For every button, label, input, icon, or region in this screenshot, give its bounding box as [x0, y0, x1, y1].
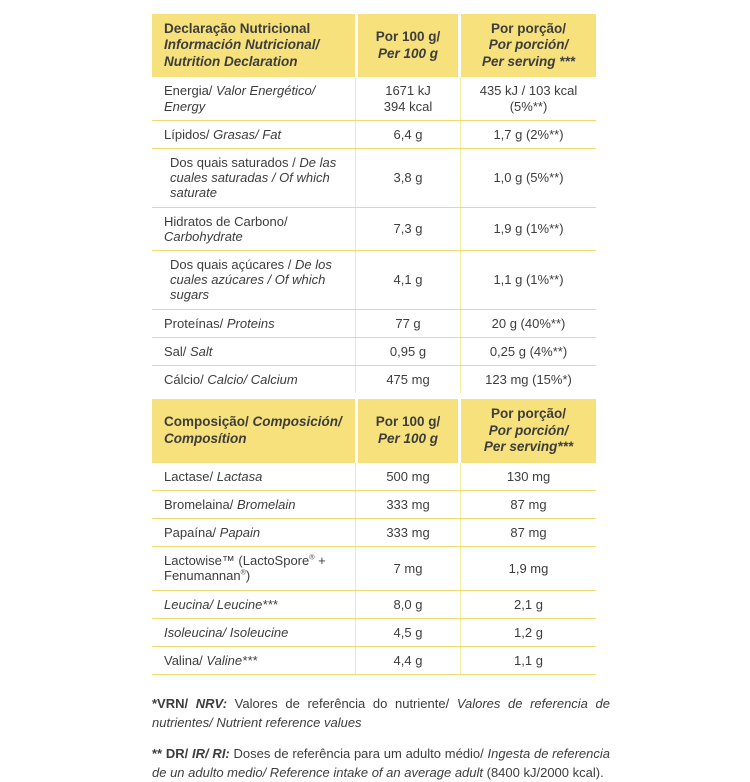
text-segment: Composición/ [252, 414, 342, 430]
value-per-serving [461, 310, 596, 337]
label-text [164, 127, 281, 142]
text-line [362, 29, 454, 45]
header-per-serving [461, 14, 596, 77]
value-per-serving [461, 591, 596, 618]
text-segment: Bromelaina/ [164, 496, 237, 512]
value-per-100g [355, 491, 461, 518]
text-line: 435 kJ / 103 kcal [479, 83, 578, 99]
row-label [152, 619, 355, 646]
text-segment: Papain [219, 525, 261, 541]
text-line [465, 439, 592, 455]
label-text [164, 653, 257, 668]
text-segment: Proteins [226, 315, 275, 331]
label-text [164, 553, 347, 583]
table-row [152, 518, 596, 546]
text-line: 0,95 g [389, 343, 427, 359]
text-segment: Salt [190, 343, 213, 359]
text-segment: Valores de referencia de nutrientes/ Nutrient reference values [152, 696, 610, 730]
text-line [465, 54, 592, 70]
value-per-100g [355, 251, 461, 309]
value-per-serving [461, 547, 596, 589]
text-line [362, 431, 454, 447]
text-line: 130 mg [506, 468, 551, 484]
text-line: 4,1 g [393, 272, 423, 288]
value-per-100g [355, 647, 461, 674]
text-line: (5%**) [509, 98, 548, 114]
text-segment: De los cuales azúcares / Of which sugars [170, 257, 332, 303]
row-label [152, 121, 355, 148]
text-line [362, 46, 454, 62]
row-label [152, 519, 355, 546]
text-line: 1671 kJ [385, 83, 431, 99]
text-segment: Por 100 g/ [375, 29, 441, 45]
table-row [152, 590, 596, 618]
nutrition-declaration-table [152, 14, 596, 393]
text-line: 77 g [395, 315, 421, 331]
label-text [164, 525, 260, 540]
table-row [152, 120, 596, 148]
value-per-serving [461, 121, 596, 148]
table-row [152, 77, 596, 119]
text-segment: Declaração Nutricional [164, 21, 311, 36]
label-text [164, 372, 298, 387]
text-segment: Valine*** [206, 653, 258, 669]
text-line: 475 mg [386, 372, 430, 388]
text-line: 123 mg (15%*) [485, 372, 572, 388]
text-segment: Por porción/ [488, 422, 569, 438]
text-segment: Lactasa [216, 468, 263, 484]
table-row [152, 337, 596, 365]
text-line: 2,1 g [514, 596, 543, 612]
label-text [164, 83, 347, 113]
row-label [152, 463, 355, 490]
table-row [152, 250, 596, 309]
text-segment: Energia/ [164, 83, 217, 99]
text-line: 1,0 g (5%**) [493, 170, 564, 186]
value-per-serving [461, 77, 596, 119]
text-segment: Per serving *** [481, 53, 576, 69]
text-segment: Composição/ [164, 414, 253, 430]
text-segment: Valor Energético/ Energy [164, 83, 316, 114]
text-segment: Por porção/ [490, 406, 566, 422]
text-segment: Leucina/ Leucine*** [164, 596, 278, 612]
text-segment: Ingesta de referencia de un adulto medio/ Reference intake of an average adult [152, 746, 610, 780]
text-segment: ® [240, 569, 246, 578]
text-segment: Lactase/ [164, 468, 217, 484]
text-segment: Lactowise™ (LactoSpore [164, 553, 310, 569]
text-segment: Grasas/ Fat [213, 126, 282, 142]
text-segment: Valores de referência do nutriente/ [227, 696, 457, 712]
value-per-100g [355, 463, 461, 490]
value-per-100g [355, 619, 461, 646]
value-per-serving [461, 208, 596, 250]
label-text [164, 316, 275, 331]
row-label [152, 591, 355, 618]
text-line: 333 mg [386, 496, 430, 512]
text-line [164, 54, 347, 70]
text-segment: ** DR/ [152, 746, 193, 762]
text-segment: Doses de referência para um adulto médio/ [229, 746, 488, 762]
text-segment: Proteínas/ [164, 315, 227, 331]
row-label [152, 77, 355, 119]
text-segment: Carbohydrate [164, 228, 243, 244]
row-label [152, 251, 355, 309]
text-segment: Por porción/ [488, 37, 569, 53]
row-label [152, 149, 355, 207]
header-per-serving [461, 399, 596, 462]
label-text [164, 469, 262, 484]
text-segment: Calcio/ Calcium [207, 372, 298, 388]
label-text [170, 257, 347, 303]
table-row [152, 309, 596, 337]
value-per-serving [461, 463, 596, 490]
text-segment: IR/ RI: [192, 746, 230, 762]
text-segment: Nutrition Declaration [164, 53, 298, 69]
text-line: 1,1 g (1%**) [493, 272, 564, 288]
text-line [465, 406, 592, 422]
row-label [152, 366, 355, 393]
text-line [465, 37, 592, 53]
text-line: 1,7 g (2%**) [493, 126, 564, 142]
text-line: 1,9 mg [508, 560, 549, 576]
row-label [152, 310, 355, 337]
text-line: 4,5 g [393, 624, 423, 640]
text-segment: Composítion [164, 430, 247, 446]
value-per-serving [461, 149, 596, 207]
text-segment: Por porção/ [490, 21, 566, 36]
value-per-serving [461, 491, 596, 518]
text-segment: Bromelain [236, 496, 296, 512]
value-per-serving [461, 338, 596, 365]
value-per-100g [355, 310, 461, 337]
value-per-100g [355, 338, 461, 365]
text-segment: Valina/ [164, 653, 207, 669]
text-line: 394 kcal [383, 98, 433, 114]
text-segment: Sal/ [164, 343, 191, 359]
value-per-100g [355, 366, 461, 393]
table-header-row [152, 14, 596, 77]
value-per-serving [461, 366, 596, 393]
label-text [164, 625, 288, 640]
table-row [152, 618, 596, 646]
value-per-100g [355, 591, 461, 618]
header-title [152, 14, 355, 77]
text-segment: Papaína/ [164, 525, 220, 541]
table-header-row [152, 399, 596, 462]
text-segment: Dos quais açúcares / [170, 257, 296, 273]
text-line [362, 414, 454, 430]
text-segment: Lípidos/ [164, 126, 214, 142]
table-row [152, 148, 596, 207]
value-per-serving [461, 619, 596, 646]
table-row [152, 207, 596, 250]
table-row [152, 646, 596, 674]
text-line [164, 21, 347, 37]
text-line: 87 mg [510, 496, 547, 512]
footnote-nrv [152, 695, 610, 732]
text-line [465, 423, 592, 439]
header-title [152, 399, 355, 462]
text-line: 500 mg [386, 468, 430, 484]
text-line: 6,4 g [393, 126, 423, 142]
text-line [164, 414, 347, 430]
text-line: 8,0 g [393, 596, 423, 612]
label-text [164, 497, 296, 512]
text-segment: Por 100 g/ [375, 414, 441, 430]
text-line: 4,4 g [393, 653, 423, 669]
value-per-100g [355, 547, 461, 589]
text-line [164, 431, 347, 447]
row-label [152, 547, 355, 589]
nutrition-label-sheet [152, 14, 612, 782]
text-segment: Hidratos de Carbono/ [164, 213, 288, 229]
table-row [152, 490, 596, 518]
composition-table [152, 399, 596, 675]
label-text [164, 214, 347, 244]
row-label [152, 491, 355, 518]
row-label [152, 338, 355, 365]
table-row [152, 463, 596, 490]
text-line: 7,3 g [393, 221, 423, 237]
value-per-serving [461, 519, 596, 546]
text-segment: NRV: [195, 696, 228, 712]
text-line: 7 mg [393, 560, 423, 576]
text-segment: Per serving*** [483, 439, 574, 455]
text-line: 1,9 g (1%**) [493, 221, 564, 237]
label-text [164, 344, 212, 359]
text-line: 1,2 g [514, 624, 543, 640]
text-segment: ® [309, 553, 315, 562]
text-line: 333 mg [386, 525, 430, 541]
table-row [152, 365, 596, 393]
value-per-100g [355, 208, 461, 250]
text-segment: Per 100 g [377, 45, 439, 61]
text-segment: Información Nutricional/ [164, 37, 320, 53]
text-segment: ) [245, 568, 251, 584]
text-line [164, 37, 347, 53]
row-label [152, 647, 355, 674]
value-per-100g [355, 519, 461, 546]
value-per-100g [355, 149, 461, 207]
text-segment: Dos quais saturados / [170, 155, 300, 171]
row-label [152, 208, 355, 250]
label-text [170, 155, 347, 201]
value-per-100g [355, 77, 461, 119]
text-segment: Cálcio/ [164, 372, 208, 388]
text-line: 20 g (40%**) [491, 315, 566, 331]
value-per-100g [355, 121, 461, 148]
text-line [465, 21, 592, 37]
text-line: 87 mg [510, 525, 547, 541]
value-per-serving [461, 647, 596, 674]
text-segment: + Fenumannan [164, 553, 326, 584]
value-per-serving [461, 251, 596, 309]
text-segment: *VRN/ [152, 696, 196, 712]
text-segment: Per 100 g [377, 430, 439, 446]
text-line: 3,8 g [393, 170, 423, 186]
text-segment: Isoleucina/ Isoleucine [164, 624, 289, 640]
text-line: 1,1 g [514, 653, 543, 669]
text-line: 0,25 g (4%**) [489, 343, 568, 359]
footnote-reference-intake [152, 745, 610, 782]
header-per-100g [355, 399, 461, 462]
label-text [164, 597, 277, 612]
header-per-100g [355, 14, 461, 77]
text-segment: De las cuales saturadas / Of which saturate [170, 155, 337, 201]
table-row [152, 546, 596, 589]
text-segment: (8400 kJ/2000 kcal). [483, 764, 604, 780]
